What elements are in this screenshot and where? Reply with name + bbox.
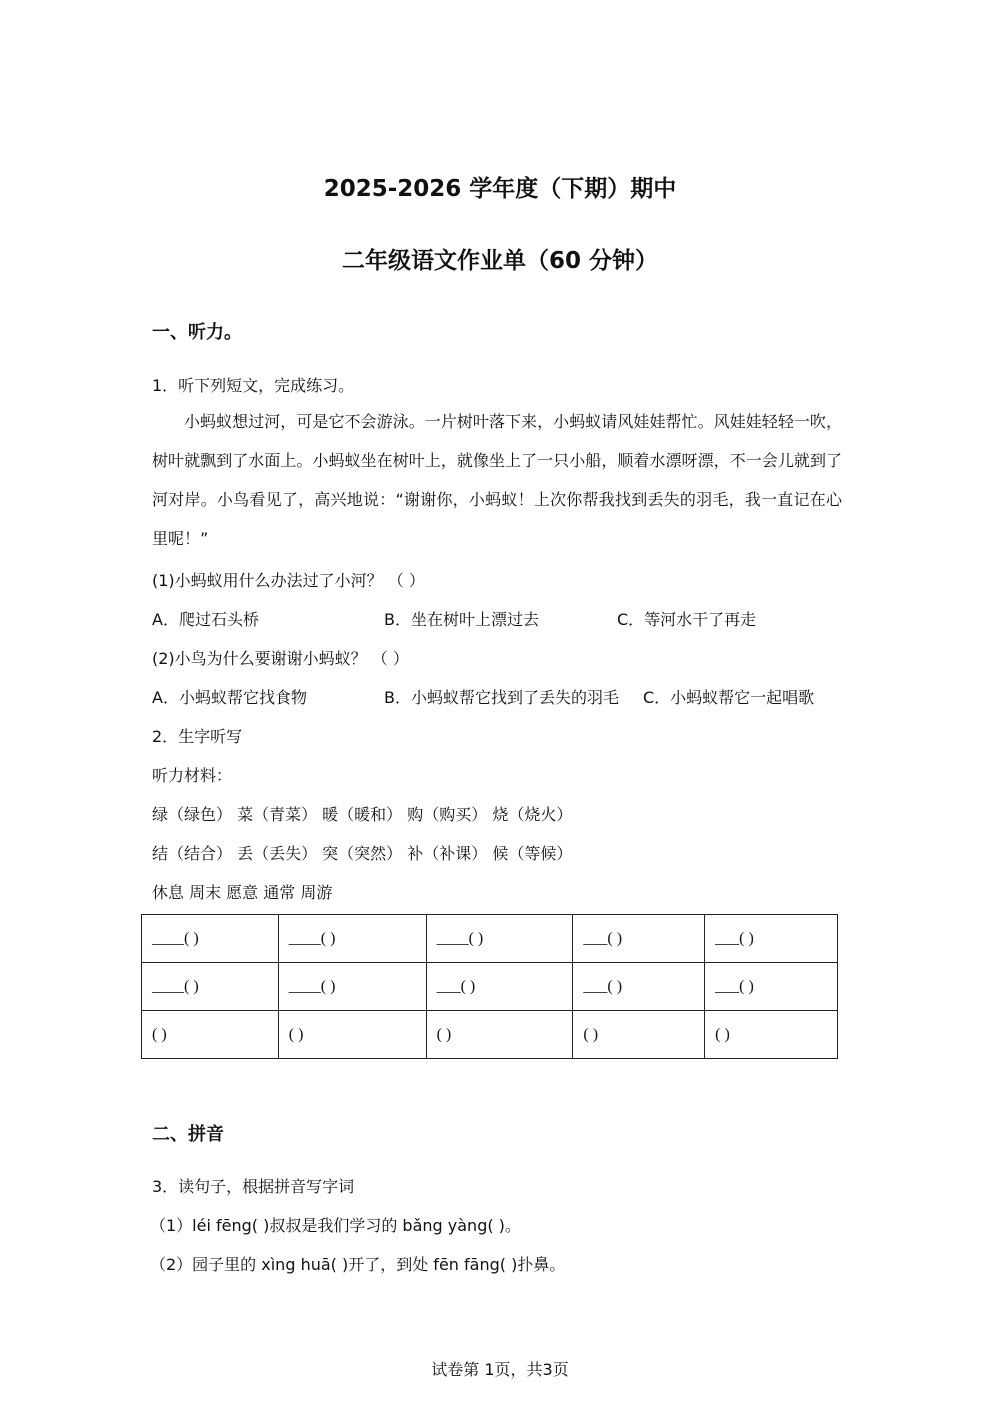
- dictation-cell[interactable]: ____( ): [278, 963, 426, 1011]
- q1-1-option-a: A．爬过石头桥: [152, 610, 259, 629]
- dictation-cell[interactable]: ( ): [573, 1011, 705, 1059]
- table-row: [142, 963, 838, 1011]
- dictation-cell[interactable]: ( ): [705, 1011, 838, 1059]
- question-1-heading: 1．听下列短文，完成练习。: [152, 376, 355, 395]
- dictation-table: [141, 914, 838, 1059]
- dictation-cell[interactable]: ____( ): [142, 963, 279, 1011]
- dictation-cell[interactable]: ____( ): [426, 915, 573, 963]
- section-2-heading: 二、拼音: [152, 1124, 224, 1145]
- dictation-cell[interactable]: ___( ): [705, 915, 838, 963]
- dictation-cell[interactable]: ( ): [142, 1011, 279, 1059]
- question-1-1: (1)小蚂蚁用什么办法过了小河？ （ ）: [152, 571, 425, 590]
- dictation-cell[interactable]: ( ): [426, 1011, 573, 1059]
- material-line-2: 结（结合） 丢（丢失） 突（突然） 补（补课） 候（等候）: [152, 844, 573, 863]
- question-2-heading: 2．生字听写: [152, 727, 243, 746]
- question-1-2: (2)小鸟为什么要谢谢小蚂蚁？ （ ）: [152, 649, 409, 668]
- q1-1-option-b: B．坐在树叶上漂过去: [384, 610, 539, 629]
- question-3-2: （2）园子里的 xìng huā( )开了，到处 fēn fāng( )扑鼻。: [150, 1255, 566, 1274]
- question-3-heading: 3．读句子，根据拼音写字词: [152, 1177, 355, 1196]
- dictation-cell[interactable]: ___( ): [705, 963, 838, 1011]
- dictation-cell[interactable]: ___( ): [573, 915, 705, 963]
- table-row: [142, 915, 838, 963]
- dictation-cell[interactable]: ____( ): [278, 915, 426, 963]
- q1-2-option-b: B．小蚂蚁帮它找到了丢失的羽毛: [384, 688, 619, 707]
- title-line-1: 2025-2026 学年度（下期）期中: [323, 176, 677, 202]
- q1-2-option-c: C．小蚂蚁帮它一起唱歌: [643, 688, 815, 707]
- material-label: 听力材料：: [152, 766, 233, 785]
- dictation-cell[interactable]: ___( ): [573, 963, 705, 1011]
- dictation-cell[interactable]: ____( ): [142, 915, 279, 963]
- dictation-cell[interactable]: ___( ): [426, 963, 573, 1011]
- q1-2-option-a: A．小蚂蚁帮它找食物: [152, 688, 307, 707]
- question-3-1: （1）léi fēng( )叔叔是我们学习的 bǎng yàng( )。: [150, 1216, 521, 1235]
- table-row: [142, 1011, 838, 1059]
- page-footer: 试卷第 1页，共3页: [431, 1360, 569, 1379]
- title-line-2: 二年级语文作业单（60 分钟）: [341, 248, 658, 274]
- material-line-3: 休息 周末 愿意 通常 周游: [152, 883, 333, 902]
- section-1-heading: 一、听力。: [152, 322, 242, 343]
- q1-1-option-c: C．等河水干了再走: [617, 610, 757, 629]
- listening-passage: 小蚂蚁想过河，可是它不会游泳。一片树叶落下来，小蚂蚁请风娃娃帮忙。风娃娃轻轻一吹，树叶就飘到了水面上。小蚂蚁坐在树叶上，就像坐上了一只小船，顺着水漂呀漂，不一会儿就到了河对岸。小鸟看见了，高兴地说：“谢谢你，小蚂蚁！上次你帮我找到丢失的羽毛，我一直记在心里呢！”: [152, 412, 842, 548]
- material-line-1: 绿（绿色） 菜（青菜） 暖（暖和） 购（购买） 烧（烧火）: [152, 805, 573, 824]
- dictation-cell[interactable]: ( ): [278, 1011, 426, 1059]
